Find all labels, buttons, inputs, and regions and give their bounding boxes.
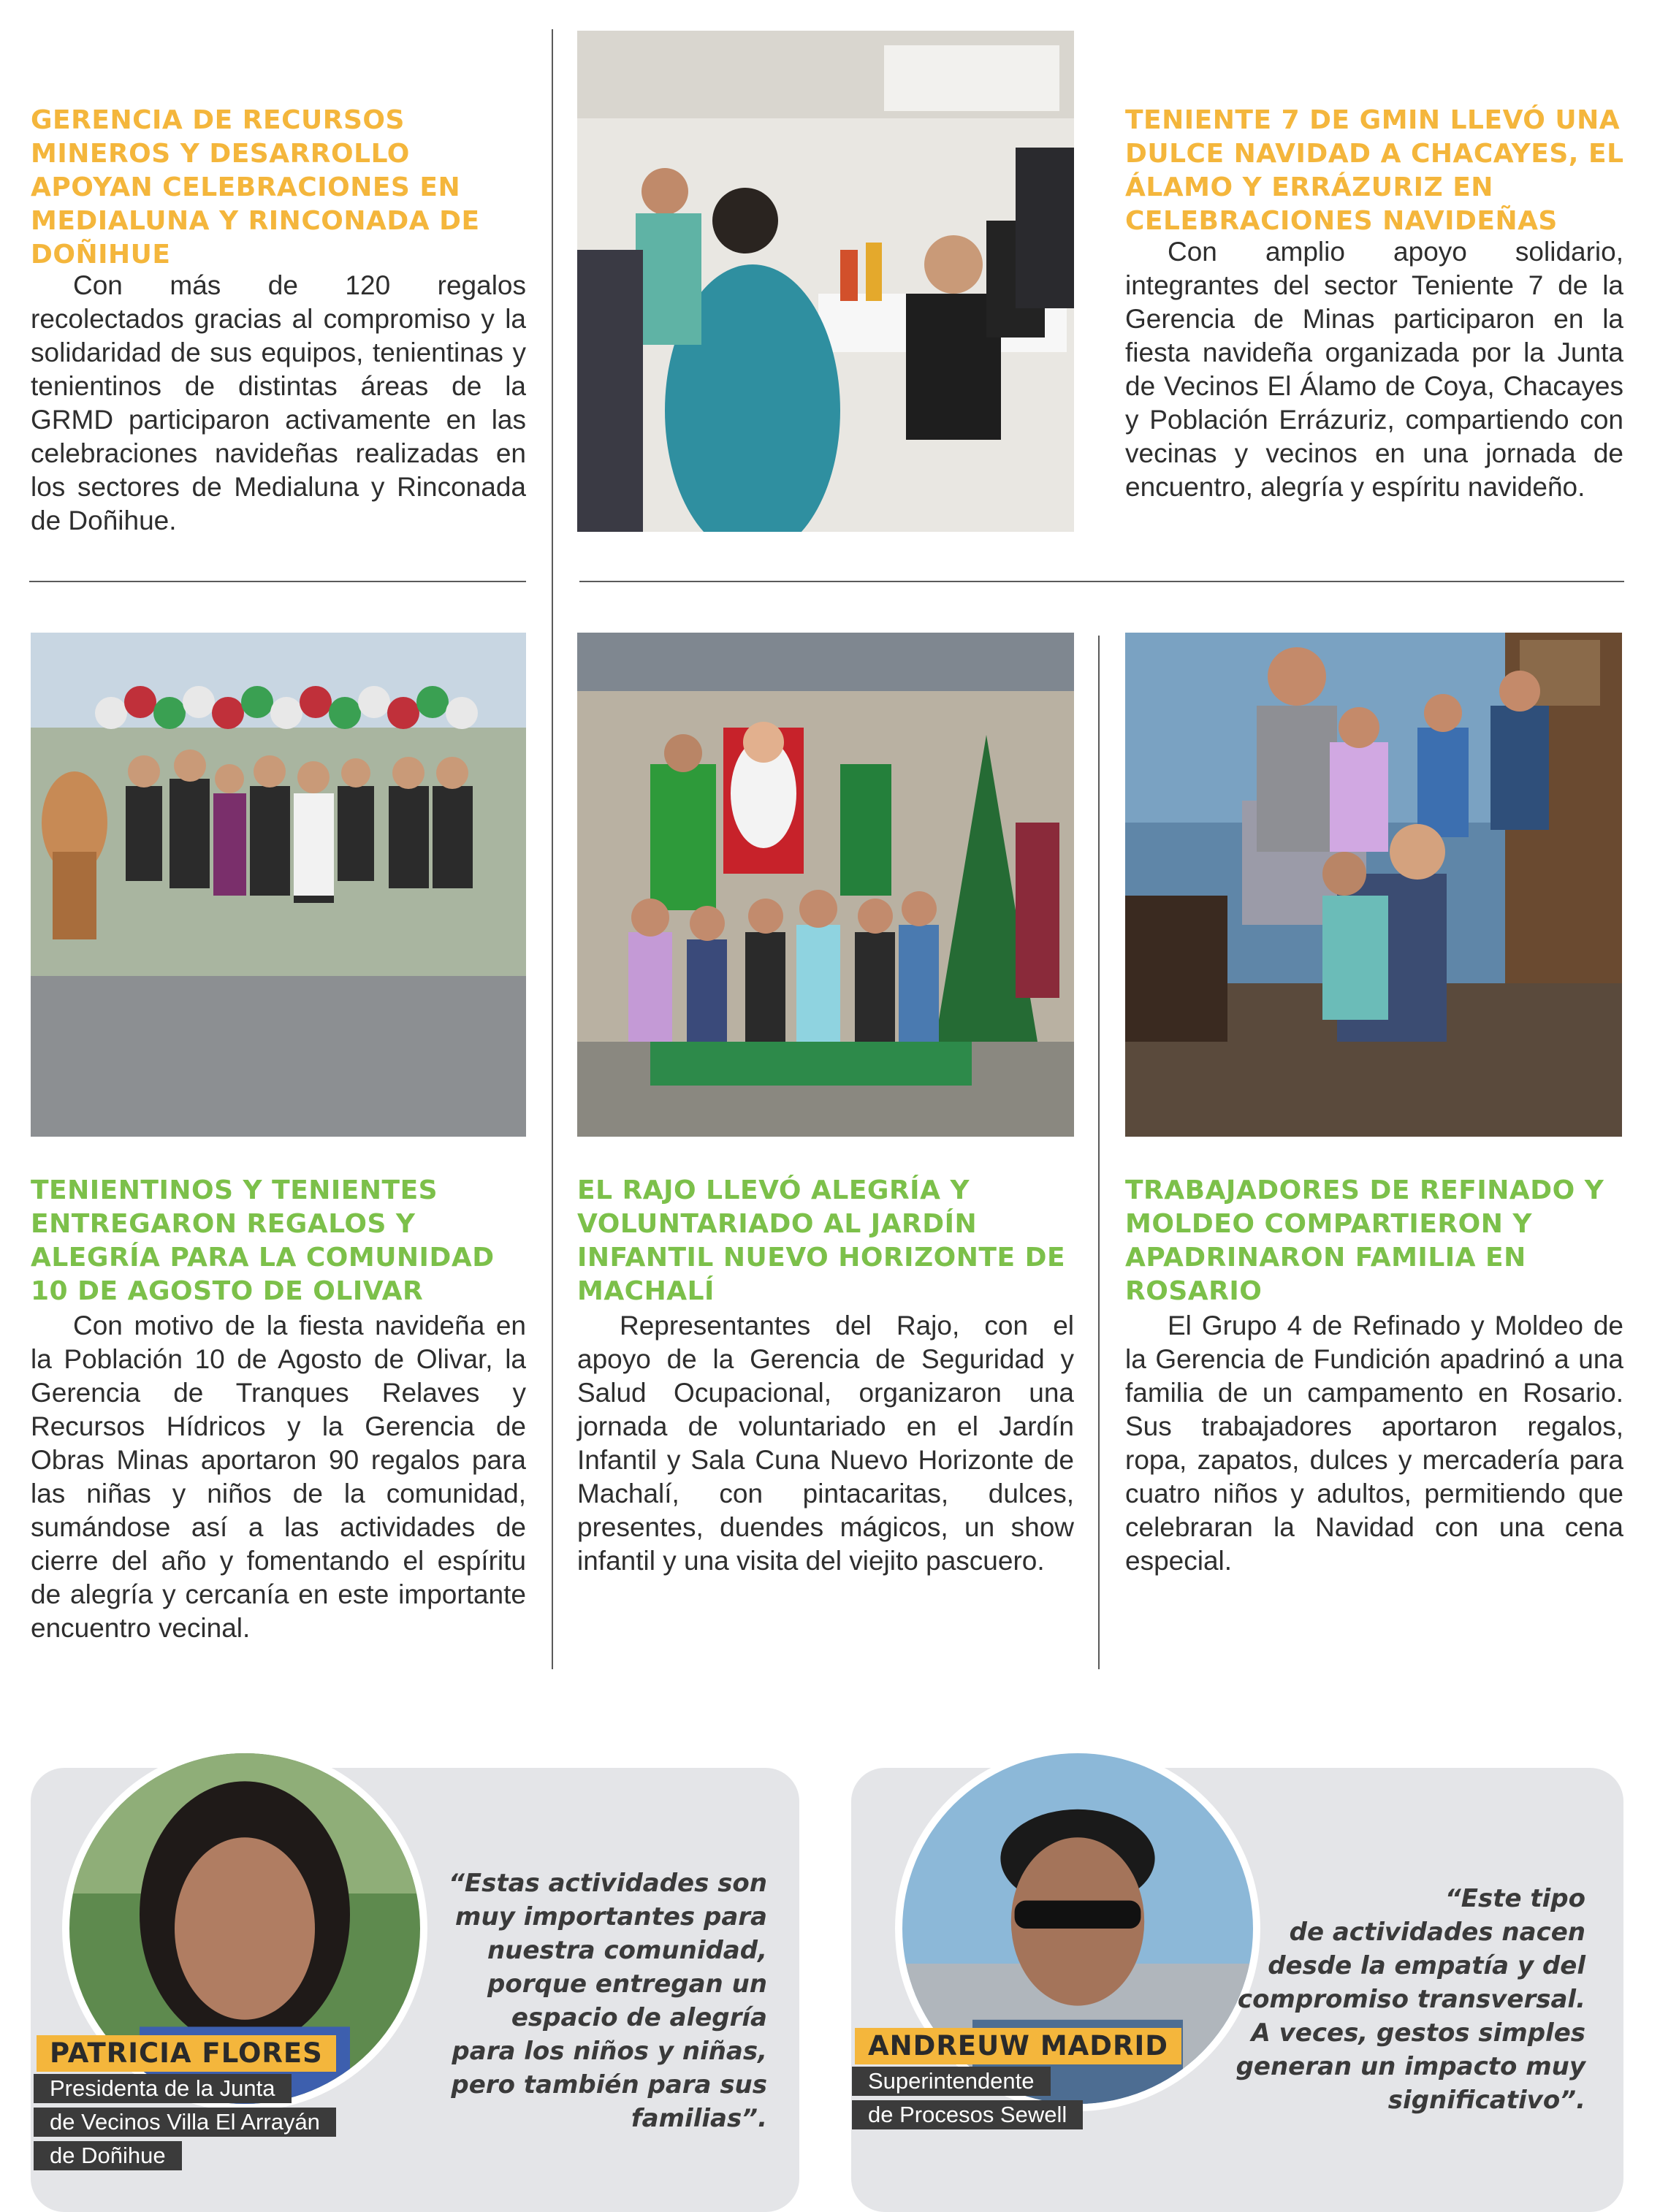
column-divider-top bbox=[552, 29, 553, 1669]
quote-line: generan un impacto muy bbox=[1236, 2052, 1585, 2081]
quote-line: “Estas actividades son bbox=[448, 1869, 767, 1898]
family-hug-photo bbox=[1125, 633, 1622, 1137]
article-headline: TENIENTE 7 DE GMIN LLEVÓ UNA DULCE NAVIDAD A CHACAYES, EL ÁLAMO Y ERRÁZURIZ EN CELEBRACIONES NAVIDEÑAS bbox=[1125, 105, 1624, 236]
quote-text bbox=[1235, 1882, 1585, 2117]
quote-line: nuestra comunidad, bbox=[487, 1936, 767, 1965]
person-role-line: Presidenta de la Junta bbox=[34, 2074, 292, 2103]
article-body: Representantes del Rajo, con el apoyo de la Gerencia de Seguridad y Salud Ocupacional, organizaron una jornada de voluntariado en el Jardín Infantil y Sala Cuna Nuevo Horizonte de Machalí, con pintacaritas, dulces, presentes, duendes mágicos, un show infantil y una visita del viejito pascuero. bbox=[577, 1311, 1074, 1576]
person-name-tag: ANDREUW MADRID bbox=[855, 2028, 1181, 2064]
person-name-tag: PATRICIA FLORES bbox=[37, 2035, 336, 2072]
quote-line: “Este tipo bbox=[1444, 1884, 1585, 1913]
quote-line: A veces, gestos simples bbox=[1251, 2018, 1585, 2048]
quote-line: espacio de alegría bbox=[511, 2003, 767, 2032]
quote-line: familias”. bbox=[631, 2104, 767, 2133]
santa-with-children-photo bbox=[577, 633, 1074, 1137]
quote-line: muy importantes para bbox=[455, 1902, 767, 1931]
article-body: Con más de 120 regalos recolectados gracias al compromiso y la solidaridad de sus equipos, tenientinas y tenientinos de distintas áreas de la GRMD participaron activamente en las celebraciones navideñas realizadas en los sectores de Medialuna y Rinconada de Doñihue. bbox=[31, 270, 526, 535]
article-headline: GERENCIA DE RECURSOS MINEROS Y DESARROLLO APOYAN CELEBRACIONES EN MEDIALUNA Y RINCONADA DE DOÑIHUE bbox=[31, 105, 480, 270]
article-headline: EL RAJO LLEVÓ ALEGRÍA Y VOLUNTARIADO AL JARDÍN INFANTIL NUEVO HORIZONTE DE MACHALÍ bbox=[577, 1175, 1066, 1306]
person-role-line: de Procesos Sewell bbox=[852, 2100, 1083, 2129]
person-role-line: de Doñihue bbox=[34, 2141, 182, 2170]
quote-line: de actividades nacen bbox=[1289, 1918, 1585, 1947]
quote-line: significativo”. bbox=[1387, 2086, 1585, 2115]
article-headline: TENIENTINOS Y TENIENTES ENTREGARON REGALOS Y ALEGRÍA PARA LA COMUNIDAD 10 DE AGOSTO DE OLIVAR bbox=[31, 1175, 495, 1306]
indoor-christmas-gathering-photo bbox=[577, 31, 1074, 532]
person-role-line: Superintendente bbox=[852, 2067, 1051, 2096]
person-role-line: de Vecinos Villa El Arrayán bbox=[34, 2108, 336, 2137]
section-divider-right bbox=[579, 581, 1624, 582]
column-divider-right bbox=[1098, 636, 1100, 1669]
group-with-balloons-photo bbox=[31, 633, 526, 1137]
article-body: El Grupo 4 de Refinado y Moldeo de la Gerencia de Fundición apadrinó a una familia de un campamento en Rosario. Sus trabajadores aportaron regalos, ropa, zapatos, dulces y mercadería para cuatro niños y adultos, permitiendo que celebraran la Navidad con una cena especial. bbox=[1125, 1311, 1623, 1576]
quote-line: desde la empatía y del bbox=[1268, 1951, 1585, 1980]
quote-line: porque entregan un bbox=[487, 1969, 767, 1999]
quote-line: pero también para sus bbox=[451, 2070, 767, 2100]
article-body: Con motivo de la fiesta navideña en la Población 10 de Agosto de Olivar, la Gerencia de Tranques Relaves y Recursos Hídricos y la Gerencia de Obras Minas aportaron 90 regalos para las niñas y niños de la comunidad, sumándose así a las actividades de cierre del año y fomentando el espíritu de alegría y cercanía en este importante encuentro vecinal. bbox=[31, 1311, 526, 1643]
article-headline: TRABAJADORES DE REFINADO Y MOLDEO COMPARTIERON Y APADRINARON FAMILIA EN ROSARIO bbox=[1125, 1175, 1604, 1306]
quote-line: para los niños y niñas, bbox=[452, 2037, 767, 2066]
quote-text bbox=[409, 1866, 767, 2135]
article-body: Con amplio apoyo solidario, integrantes del sector Teniente 7 de la Gerencia de Minas participaron en la fiesta navideña organizada por la Junta de Vecinos El Álamo de Coya, Chacayes y Población Errázuriz, compartiendo con vecinas y vecinos en una jornada de encuentro, alegría y espíritu navideño. bbox=[1125, 237, 1623, 502]
quote-line: compromiso transversal. bbox=[1237, 1985, 1585, 2014]
section-divider-left bbox=[29, 581, 526, 582]
